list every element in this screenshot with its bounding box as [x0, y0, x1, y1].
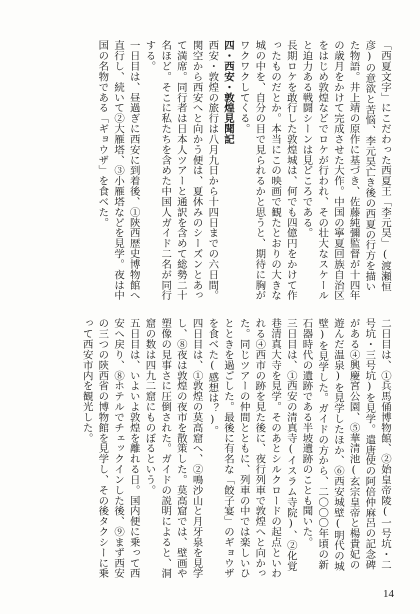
- paragraph-day-two: 二日目は、①兵馬俑博物館、②始皇帝陵(一号坑・二号坑・三号坑)を見学。遣唐使の阿倍仲麻呂の記念碑がある④興慶宮公園、⑤華清池(玄宗皇帝と楊貴妃の遊んだ温泉)を見学したほか、⑥西安城壁(明代の城壁)を見学した。ガイドの方から、二〇〇〇年頃の新石器時代の遺跡である半坡遺跡のことも聞いた。: [300, 318, 391, 572]
- paragraph-location: 長期ロケを敢行した敦煌城は、何でも四億円をかけて作ったものだとか。本当にこの映画で観たとおりの大きな城の中を、自分の目で見られるかと思うと、期待に胸がワクワクしてくる。: [237, 40, 297, 301]
- paragraph-day-three: 三日目は、①西安の清真寺(イスラム寺院)、②化覚巷清真大寺を見学。そのあとシルクロードの起点といわれる④西市の跡を見た後に、夜行列車で敦煌へと向かった。同じツアーの仲間とともに、列車の中では楽しいひとときを過ごした。最後に有名な「餃子宴」のギョウザを食べた(感想は？)。: [206, 318, 297, 579]
- paragraph-intro: 「西夏文字」にこだわった西夏王「李元昊」(渡瀬恒彦)の意欲と苦悩、李元昊亡き後の西夏の行方を描いた物語。井上靖の原作に基づき、佐藤純彌監督が十四年の歳月をかけて完成させた大作。中国の寧夏回族自治区をはじめ敦煌などでロケが行われ、その壮大なスケールと迫力ある戦闘シーンは見どころである。: [300, 40, 391, 301]
- section-heading: 四・西安・敦煌見聞記: [221, 40, 234, 145]
- paragraph-day-five: 五日目は、いよいよ敦煌を離れる日。国内便に乗って西安へ戻り、⑧ホテルでチェックインした後、⑨まず西安の三つの陝西省の博物館を見学し、その後タクシーに乗って西安市内を観光した。: [80, 318, 140, 579]
- paragraph-itinerary: 西安・敦煌の旅行は八月九日から十四日までの六日間。関空から西安へと向かう便は、夏休みのシーズンとあって満席。同行者は日本人ツアーと通訳を含めて総勢二十名ほど。そこに私たちを含めた中国人ガイド二名が同行する。: [143, 40, 219, 301]
- text-block-bottom: [34, 318, 392, 580]
- page-number: 14: [383, 588, 394, 600]
- text-block-top: [34, 40, 392, 302]
- paragraph-day-four: 四日目は、①敦煌の莫高窟へ、②鳴沙山と月牙泉を見学し、⑧夜は敦煌の夜市を散策した。莫高窟では、壁画や塑像の見事さに圧倒された。ガイドの説明によると、洞窟の数は四九二窟にものぼるという。: [143, 318, 203, 579]
- paragraph-day-one: 一日目は、昼過ぎに西安に到着後、①陝西歴史博物館へ直行し、続いて②大雁塔、③小雁塔などを見学。夜は中国の名物である「ギョウザ」を食べた。: [96, 40, 140, 301]
